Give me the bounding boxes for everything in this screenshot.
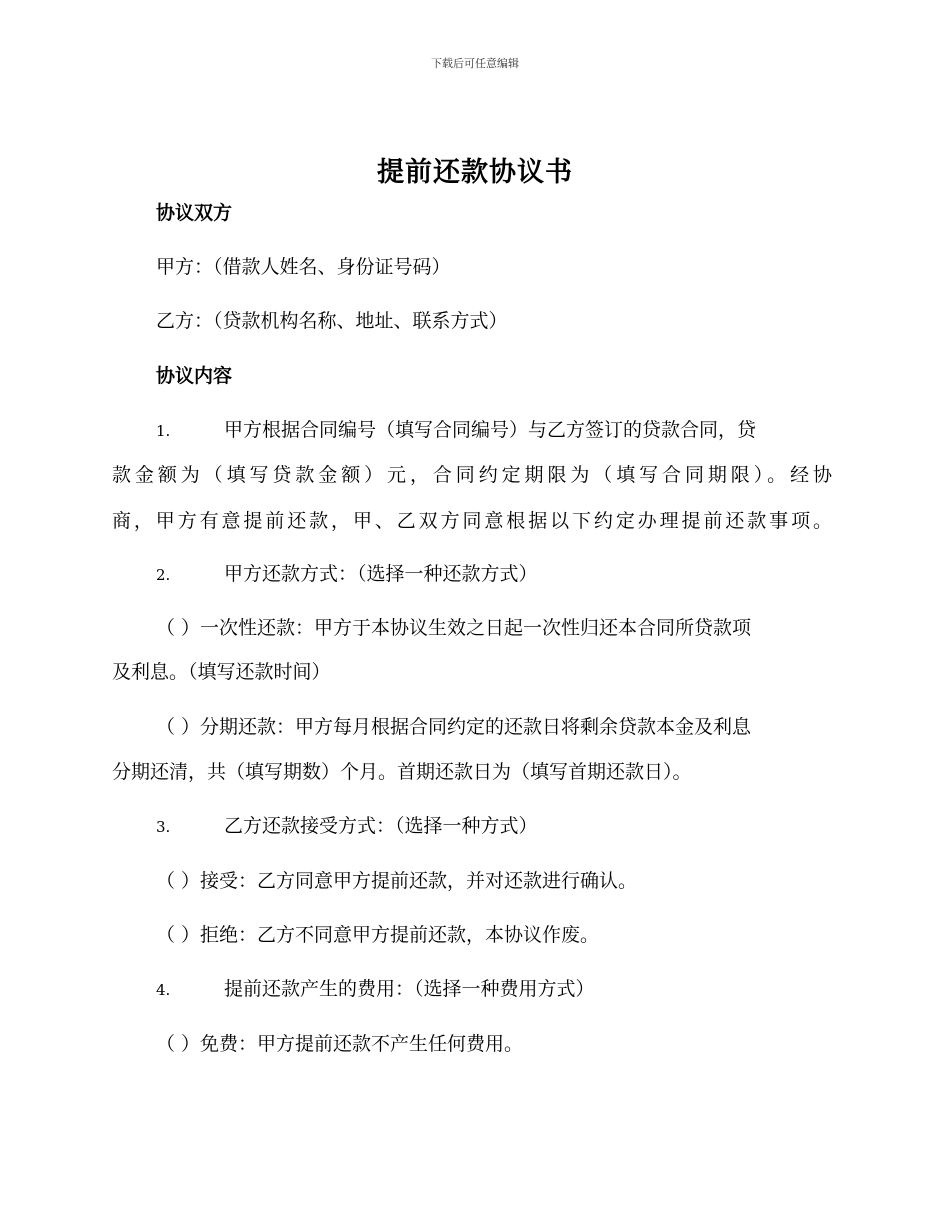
- clause-1-first-line: [156, 417, 756, 444]
- clause-2-option-1-line-1: （ ）一次性还款：甲方于本协议生效之日起一次性归还本合同所贷款项: [156, 617, 752, 639]
- section-heading-parties: 协议双方: [156, 202, 233, 224]
- clause-4-text: 提前还款产生的费用：（选择一种费用方式）: [224, 978, 595, 1000]
- party-b-line: 乙方：（贷款机构名称、地址、联系方式）: [156, 310, 508, 332]
- clause-1-number: 1.: [156, 422, 171, 440]
- clause-1-line-3-text: 商，甲方有意提前还款，甲、乙双方同意根据以下约定办理提前还款事项。: [112, 510, 832, 532]
- clause-1-line-2-text: 款金额为（填写贷款金额）元，合同约定期限为（填写合同期限）。经协: [112, 464, 832, 486]
- section-heading-content: 协议内容: [156, 365, 233, 387]
- clause-2-number: 2.: [156, 566, 171, 584]
- clause-1-text: 甲方根据合同编号（填写合同编号）与乙方签订的贷款合同，贷: [224, 419, 757, 441]
- clause-4-option-1: （ ）免费：甲方提前还款不产生任何费用。: [156, 1033, 524, 1055]
- clause-1-line-2: [112, 462, 832, 488]
- header-note: 下载后可任意编辑: [431, 57, 519, 70]
- party-a-line: 甲方：（借款人姓名、身份证号码）: [156, 256, 451, 278]
- clause-4-line: [156, 976, 595, 1003]
- clause-2-option-2-line-1: （ ）分期还款：甲方每月根据合同约定的还款日将剩余贷款本金及利息: [156, 716, 752, 738]
- clause-3-text: 乙方还款接受方式：（选择一种方式）: [224, 815, 538, 837]
- clause-2-option-2-line-2: 分期还清，共（填写期数）个月。首期还款日为（填写首期还款日）。: [112, 761, 692, 783]
- clause-3-number: 3.: [156, 818, 171, 836]
- document-title: 提前还款协议书: [377, 157, 573, 188]
- clause-2-option-1-line-2: 及利息。（填写还款时间）: [112, 661, 331, 683]
- clause-3-line: [156, 813, 538, 840]
- clause-3-option-1: （ ）接受：乙方同意甲方提前还款，并对还款进行确认。: [156, 870, 638, 892]
- clause-3-option-2: （ ）拒绝：乙方不同意甲方提前还款，本协议作废。: [156, 924, 600, 946]
- clause-2-text: 甲方还款方式：（选择一种还款方式）: [224, 563, 538, 585]
- clause-4-number: 4.: [156, 981, 171, 999]
- clause-2-line: [156, 561, 538, 588]
- clause-1-line-3: [112, 508, 832, 534]
